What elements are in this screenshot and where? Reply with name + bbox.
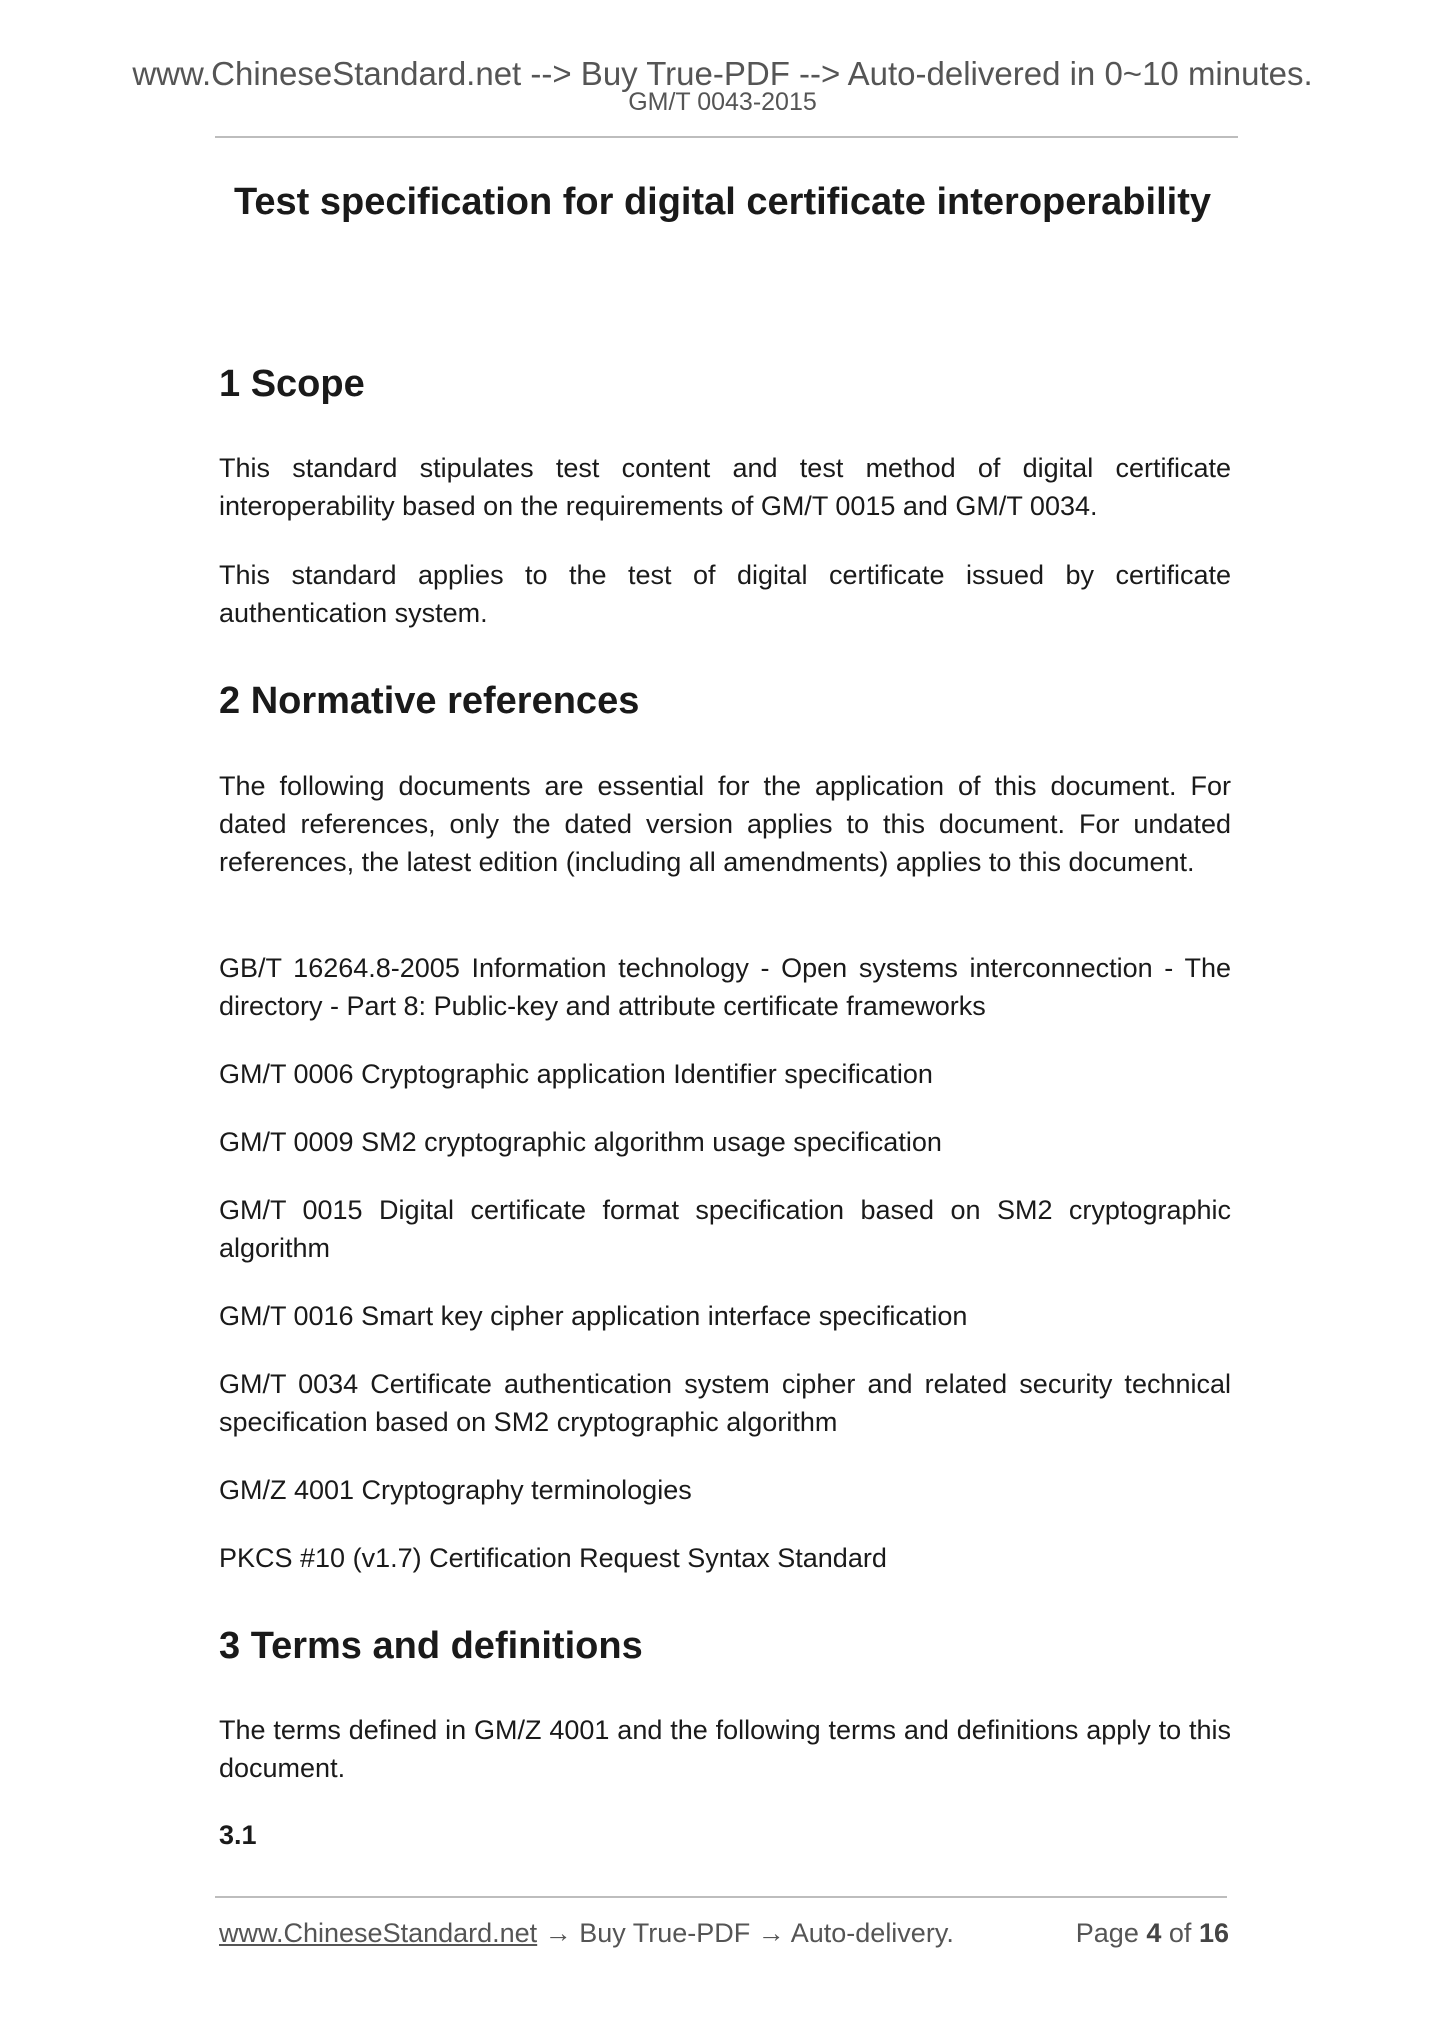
terms-paragraph: The terms defined in GM/Z 4001 and the following terms and definitions apply to this document.: [219, 1715, 1231, 1783]
document-id: GM/T 0043-2015: [628, 88, 817, 116]
reference-item: GM/T 0016 Smart key cipher application interface specification: [219, 1301, 968, 1331]
top-banner: www.ChineseStandard.net --> Buy True-PDF --> Auto-delivered in 0~10 minutes.: [132, 55, 1313, 92]
reference-item: GM/T 0006 Cryptographic application Identifier specification: [219, 1059, 933, 1089]
total-pages: 16: [1198, 1918, 1229, 1948]
reference-item: GM/T 0015 Digital certificate format specification based on SM2 cryptographic algorithm: [219, 1195, 1231, 1263]
subclause-number: 3.1: [219, 1820, 257, 1850]
footer-site-link[interactable]: www.ChineseStandard.net: [219, 1918, 538, 1948]
references-intro: The following documents are essential for the application of this document. For dated references, only the dated version applies to this document. For undated references, the latest edition (including all amendments) applies to this document.: [219, 771, 1231, 877]
reference-item: GM/T 0009 SM2 cryptographic algorithm usage specification: [219, 1127, 942, 1157]
page-number: [1076, 1915, 1229, 1951]
scope-paragraph-2: This standard applies to the test of digital certificate issued by certificate authentication system.: [219, 560, 1231, 628]
of-word: of: [1168, 1918, 1192, 1948]
document-title: Test specification for digital certificate interoperability: [234, 181, 1211, 223]
reference-item: PKCS #10 (v1.7) Certification Request Syntax Standard: [219, 1543, 887, 1573]
page-footer: [219, 1915, 1229, 1951]
scope-paragraph-1: This standard stipulates test content and test method of digital certificate interoperability based on the requirements of GM/T 0015 and GM/T 0034.: [219, 453, 1231, 521]
page-word: Page: [1075, 1918, 1139, 1948]
footer-left: [219, 1915, 954, 1951]
reference-item: GM/Z 4001 Cryptography terminologies: [219, 1475, 692, 1505]
current-page: 4: [1146, 1918, 1162, 1948]
reference-item: GB/T 16264.8-2005 Information technology - Open systems interconnection - The directory - Part 8: Public-key and attribute certificate frameworks: [219, 953, 1231, 1021]
header-divider: [215, 136, 1238, 138]
section-3-heading: 3 Terms and definitions: [219, 1625, 643, 1667]
section-2-heading: 2 Normative references: [219, 680, 640, 722]
section-1-heading: 1 Scope: [219, 363, 365, 405]
footer-divider: [215, 1896, 1227, 1898]
reference-item: GM/T 0034 Certificate authentication system cipher and related security technical specification based on SM2 cryptographic algorithm: [219, 1369, 1231, 1437]
footer-tagline: → Buy True-PDF → Auto-delivery.: [537, 1918, 954, 1948]
